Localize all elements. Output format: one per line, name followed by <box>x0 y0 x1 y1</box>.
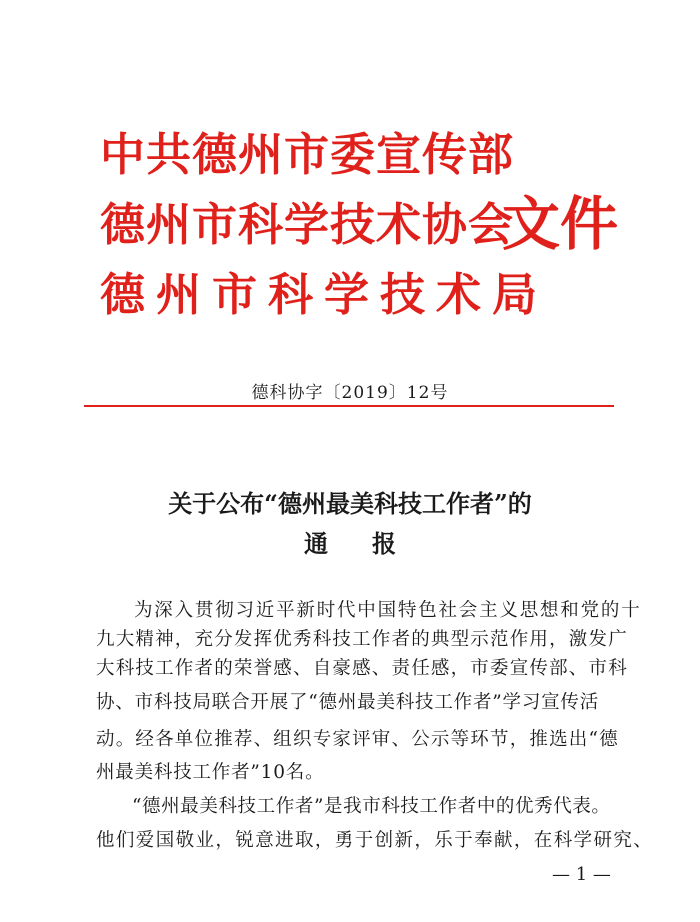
document-title-line-2: 通报 <box>304 529 440 558</box>
red-header <box>100 122 620 337</box>
body-text-line: 为深入贯彻习近平新时代中国特色社会主义思想和党的十 <box>134 600 642 621</box>
issuer-line: 德州市科学技术协会 <box>100 198 515 251</box>
body-text-line: 州最美科技工作者”10名。 <box>96 762 325 783</box>
document-number: 德科协字〔2019〕12号 <box>251 383 449 403</box>
body-text-line: “德州最美科技工作者”是我市科技工作者中的优秀代表。 <box>132 796 611 817</box>
page-number: — 1 — <box>552 864 611 885</box>
body-text-line: 协、市科技局联合开展了“德州最美科技工作者”学习宣传活 <box>96 692 600 713</box>
document-title-line-1: 关于公布“德州最美科技工作者”的 <box>168 489 532 518</box>
red-separator-line <box>84 405 614 407</box>
document-type-label: 文件 <box>502 190 619 258</box>
issuer-line: 中共德州市委宣传部 <box>100 128 515 181</box>
body-text-line: 动。经各单位推荐、组织专家评审、公示等环节，推选出“德 <box>96 729 619 750</box>
issuer-line: 德州市科学技术局 <box>100 268 549 321</box>
body-text-line: 大科技工作者的荣誉感、自豪感、责任感，市委宣传部、市科 <box>96 658 628 679</box>
body-text-line: 九大精神，充分发挥优秀科技工作者的典型示范作用，激发广 <box>96 629 628 650</box>
body-text-line: 他们爱国敬业，锐意进取，勇于创新，乐于奉献，在科学研究、 <box>96 830 654 851</box>
